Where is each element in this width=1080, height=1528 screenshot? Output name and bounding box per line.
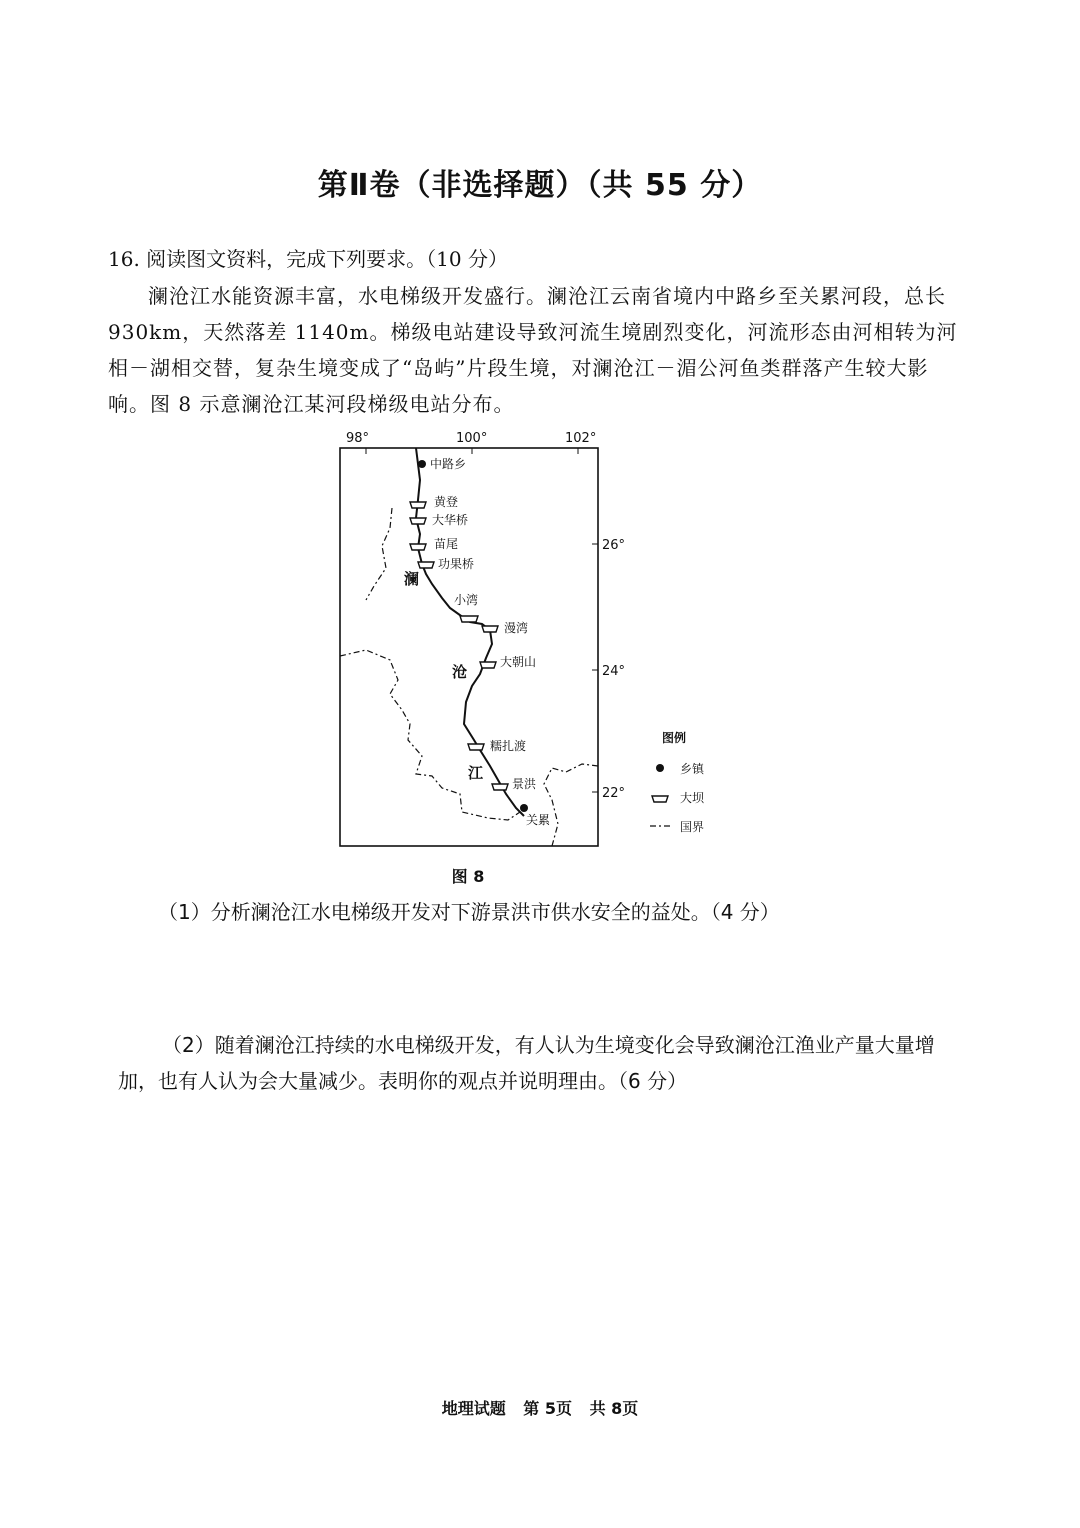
lat-label-22: 22° <box>602 786 626 801</box>
svg-text:小湾: 小湾 <box>454 593 479 607</box>
figure-caption: 图 8 <box>451 867 485 886</box>
svg-text:大朝山: 大朝山 <box>500 655 537 669</box>
legend-dam-label: 大坝 <box>680 791 705 805</box>
lon-label-100: 100° <box>456 431 488 446</box>
legend-dam-icon <box>652 796 668 802</box>
town-guanlei-label: 关累 <box>526 813 551 827</box>
footer-subject: 地理试题 <box>441 1399 506 1418</box>
subquestion-2: （2）随着澜沧江持续的水电梯级开发，有人认为生境变化会导致澜沧江渔业产量大量增加，也有人认为会大量减少。表明你的观点并说明理由。（6 分） <box>118 1033 935 1093</box>
legend-town-label: 乡镇 <box>680 762 705 776</box>
border-line-north <box>366 508 392 600</box>
river-name-char-3: 江 <box>468 764 484 782</box>
svg-text:功果桥: 功果桥 <box>438 557 475 571</box>
lat-label-26: 26° <box>602 538 626 553</box>
svg-text:大华桥: 大华桥 <box>432 513 469 527</box>
border-line-east <box>544 764 598 846</box>
section-title: 第Ⅱ卷（非选择题）（共 55 分） <box>317 168 763 203</box>
legend-border-label: 国界 <box>680 820 705 834</box>
legend-town-icon <box>656 764 664 772</box>
lon-label-102: 102° <box>565 431 597 446</box>
lon-label-98: 98° <box>346 431 370 446</box>
footer-total: 共 8页 <box>589 1399 639 1418</box>
question-paragraph: 澜沧江水能资源丰富，水电梯级开发盛行。澜沧江云南省境内中路乡至关累河段，总长 930km，天然落差 1140m。梯级电站建设导致河流生境剧烈变化，河流形态由河相转为河相－湖相交替，复杂生境变成了“岛屿”片段生境，对澜沧江－湄公河鱼类群落产生较大影响。图 8 示意澜沧江某河段梯级电站分布。 <box>108 284 958 416</box>
svg-text:糯扎渡: 糯扎渡 <box>490 739 527 753</box>
svg-text:漫湾: 漫湾 <box>504 621 529 635</box>
dam-jinghong <box>492 776 536 791</box>
dam-xiaowan <box>454 592 478 622</box>
footer-page: 第 5页 <box>523 1399 572 1418</box>
town-zhonglu <box>418 460 426 468</box>
map-frame <box>340 448 598 846</box>
lat-label-24: 24° <box>602 664 626 679</box>
svg-text:苗尾: 苗尾 <box>434 537 459 551</box>
town-zhonglu-label: 中路乡 <box>430 457 467 471</box>
dam-manwan <box>482 620 528 635</box>
dam-nuozhadu <box>468 738 526 753</box>
svg-text:黄登: 黄登 <box>434 495 459 509</box>
river-name-char-1: 澜 <box>404 570 420 588</box>
question-heading: 16. 阅读图文资料，完成下列要求。（10 分） <box>108 247 508 271</box>
dam-gongguoqiao <box>418 556 474 571</box>
town-guanlei <box>520 804 528 812</box>
dam-miaowei <box>410 537 458 551</box>
legend-title: 图例 <box>662 731 687 745</box>
river-name-char-2: 沧 <box>452 663 468 681</box>
svg-text:景洪: 景洪 <box>512 777 537 791</box>
dam-huangdeng <box>410 494 458 509</box>
river-map <box>330 424 750 854</box>
dam-dachaoshan <box>480 654 536 669</box>
map-legend <box>650 730 705 834</box>
subquestion-1: （1）分析澜沧江水电梯级开发对下游景洪市供水安全的益处。（4 分） <box>158 900 780 924</box>
border-line-south <box>340 650 520 820</box>
page-footer <box>0 1396 1080 1419</box>
